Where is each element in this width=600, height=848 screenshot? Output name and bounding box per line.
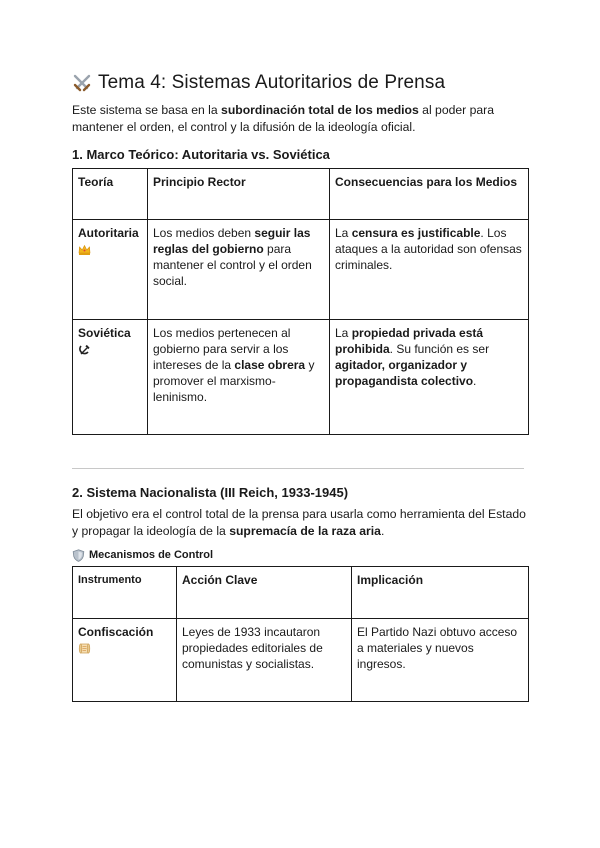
column-header: Principio Rector xyxy=(148,169,330,220)
page-title-text: Tema 4: Sistemas Autoritarios de Prensa xyxy=(98,72,446,93)
control-table xyxy=(72,566,529,702)
page-title xyxy=(72,70,528,96)
shield-icon xyxy=(72,549,85,562)
table-cell: La censura es justificable. Los ataques a la autoridad son ofensas criminales. xyxy=(330,220,529,320)
column-header: Consecuencias para los Medios xyxy=(330,169,529,220)
table-cell: La propiedad privada está prohibida. Su función es ser agitador, organizador y propagandista colectivo. xyxy=(330,320,529,435)
table-cell: Los medios deben seguir las reglas del gobierno para mantener el control y el orden social. xyxy=(148,220,330,320)
table-row xyxy=(73,619,529,702)
theory-name: Autoritaria xyxy=(78,226,139,240)
column-header: Teoría xyxy=(73,169,148,220)
theory-name: Soviética xyxy=(78,326,131,340)
table-cell: Los medios pertenecen al gobierno para servir a los intereses de la clase obrera y promover el marxismo-leninismo. xyxy=(148,320,330,435)
scroll-icon xyxy=(78,642,91,655)
table-cell xyxy=(73,619,177,702)
table-row xyxy=(73,320,529,435)
column-header: Acción Clave xyxy=(177,567,352,619)
section1-heading: 1. Marco Teórico: Autoritaria vs. Soviética xyxy=(72,147,330,162)
control-mechanisms-label: Mecanismos de Control xyxy=(89,549,214,561)
table-cell: El Partido Nazi obtuvo acceso a materiales y nuevos ingresos. xyxy=(352,619,529,702)
table-cell xyxy=(73,220,148,320)
instrument-name: Confiscación xyxy=(78,625,154,639)
document-page xyxy=(72,70,528,702)
section2-heading: 2. Sistema Nacionalista (III Reich, 1933-1945) xyxy=(72,485,349,500)
control-mechanisms-heading xyxy=(72,547,528,563)
section2-paragraph: El objetivo era el control total de la prensa para usarla como herramienta del Estado y propagar la ideología de la supremacía de la raza aria. xyxy=(72,507,526,538)
column-header: Implicación xyxy=(352,567,529,619)
section-divider xyxy=(72,468,524,469)
section2 xyxy=(72,485,528,702)
crown-icon xyxy=(78,243,91,256)
table-row xyxy=(73,220,529,320)
table-header-row xyxy=(73,567,529,619)
crossed-swords-icon xyxy=(72,73,92,93)
hammer-sickle-icon xyxy=(78,343,91,356)
theory-table xyxy=(72,168,529,435)
table-header-row xyxy=(73,169,529,220)
table-cell xyxy=(73,320,148,435)
column-header: Instrumento xyxy=(73,567,177,619)
table-cell: Leyes de 1933 incautaron propiedades editoriales de comunistas y socialistas. xyxy=(177,619,352,702)
intro-paragraph: Este sistema se basa en la subordinación total de los medios al poder para mantener el orden, el control y la difusión de la ideología oficial. xyxy=(72,103,494,134)
